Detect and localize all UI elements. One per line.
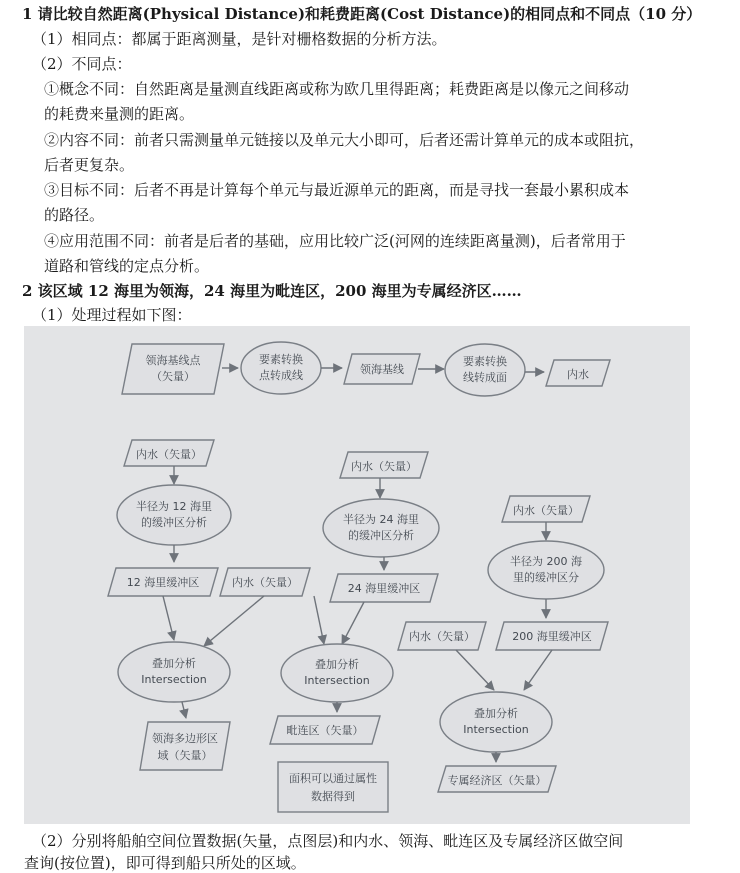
buffer-24-label-2: 的缓冲区分析 bbox=[348, 529, 414, 542]
contiguous-zone-label: 毗连区（矢量） bbox=[286, 724, 364, 737]
feature-to-line-label-2: 点转成线 bbox=[259, 369, 303, 382]
q1-diff-3b: 的路径。 bbox=[44, 206, 105, 224]
baseline-points-label-1: 领海基线点 bbox=[145, 354, 201, 367]
inner-water-input-2-label: 内水（矢量） bbox=[232, 576, 298, 589]
buffer-24-output-label: 24 海里缓冲区 bbox=[347, 582, 421, 595]
q2-step-2b: 查询(按位置)，即可得到船只所处的区域。 bbox=[24, 854, 306, 872]
buffer-200-label-2: 里的缓冲区分 bbox=[513, 571, 579, 584]
question-1-title: 1 请比较自然距离(Physical Distance)和耗费距离(Cost Distance)的相同点和不同点（10 分） bbox=[22, 5, 702, 23]
buffer-200-label-1: 半径为 200 海 bbox=[510, 555, 582, 568]
buffer-12-label-2: 的缓冲区分析 bbox=[141, 516, 207, 529]
inner-water-input-5-label: 内水（矢量） bbox=[409, 630, 475, 643]
q1-diff-1b: 的耗费来量测的距离。 bbox=[44, 105, 195, 123]
question-2-title: 2 该区域 12 海里为领海，24 海里为毗连区，200 海里为专属经济区…… bbox=[22, 282, 522, 300]
q1-diff-1a: ①概念不同：自然距离是量测直线距离或称为欧几里得距离；耗费距离是以像元之间移动 bbox=[44, 80, 630, 98]
inner-water-input-1-label: 内水（矢量） bbox=[136, 448, 202, 461]
buffer-200-output-label: 200 海里缓冲区 bbox=[512, 630, 592, 643]
q2-step-1: （1）处理过程如下图： bbox=[32, 306, 192, 324]
feature-to-line-ellipse bbox=[241, 342, 321, 394]
area-note-label-2: 数据得到 bbox=[311, 790, 355, 803]
q1-diff-4b: 道路和管线的定点分析。 bbox=[44, 257, 210, 275]
feature-to-polygon-label-2: 线转成面 bbox=[463, 371, 507, 384]
overlay-3-label: 叠加分析 bbox=[474, 707, 518, 720]
q1-diff-heading: （2）不同点： bbox=[32, 55, 132, 73]
q1-diff-3a: ③目标不同：后者不再是计算每个单元与最近源单元的距离，而是寻找一套最小累积成本 bbox=[44, 181, 630, 199]
overlay-3-intersection: Intersection bbox=[463, 723, 529, 736]
q1-diff-2a: ②内容不同：前者只需测量单元链接以及单元大小即可，后者还需计算单元的成本或阻抗， bbox=[44, 131, 645, 149]
flowchart-diagram bbox=[24, 326, 690, 824]
overlay-1-ellipse bbox=[118, 642, 230, 702]
q1-diff-4a: ④应用范围不同：前者是后者的基础，应用比较广泛(河网的连续距离量测)，后者常用于 bbox=[44, 232, 626, 250]
baseline-points-shape bbox=[122, 344, 224, 394]
buffer-200-ellipse bbox=[488, 541, 604, 599]
overlay-3-ellipse bbox=[440, 692, 552, 752]
overlay-2-intersection: Intersection bbox=[304, 674, 370, 687]
buffer-12-ellipse bbox=[117, 485, 231, 545]
buffer-24-label-1: 半径为 24 海里 bbox=[343, 513, 419, 526]
overlay-2-label: 叠加分析 bbox=[315, 658, 359, 671]
territorial-sea-label-1: 领海多边形区 bbox=[152, 732, 218, 745]
q1-diff-2b: 后者更复杂。 bbox=[44, 156, 135, 174]
feature-to-line-label-1: 要素转换 bbox=[259, 353, 303, 366]
eez-label: 专属经济区（矢量） bbox=[447, 774, 547, 787]
feature-to-polygon-label-1: 要素转换 bbox=[463, 355, 507, 368]
area-note-label-1: 面积可以通过属性 bbox=[289, 772, 377, 785]
area-note-box bbox=[278, 762, 388, 812]
baseline-points-label-2: （矢量） bbox=[151, 370, 195, 383]
inner-water-input-4-label: 内水（矢量） bbox=[513, 504, 579, 517]
overlay-1-intersection: Intersection bbox=[141, 673, 207, 686]
q2-step-2a: （2）分别将船舶空间位置数据(矢量，点图层)和内水、领海、毗连区及专属经济区做空间 bbox=[32, 832, 624, 850]
flowchart-photo bbox=[24, 326, 690, 824]
inner-water-input-3-label: 内水（矢量） bbox=[351, 460, 417, 473]
overlay-1-label: 叠加分析 bbox=[152, 657, 196, 670]
baseline-label: 领海基线 bbox=[360, 363, 404, 376]
overlay-2-ellipse bbox=[281, 644, 393, 702]
buffer-24-ellipse bbox=[323, 499, 439, 557]
inner-water-label: 内水 bbox=[567, 368, 589, 381]
feature-to-polygon-ellipse bbox=[445, 344, 525, 396]
buffer-12-output-label: 12 海里缓冲区 bbox=[126, 576, 200, 589]
buffer-12-label-1: 半径为 12 海里 bbox=[136, 500, 212, 513]
q1-same-point: （1）相同点：都属于距离测量，是针对栅格数据的分析方法。 bbox=[32, 30, 447, 48]
territorial-sea-output bbox=[140, 722, 230, 770]
territorial-sea-label-2: 域（矢量） bbox=[157, 749, 213, 762]
